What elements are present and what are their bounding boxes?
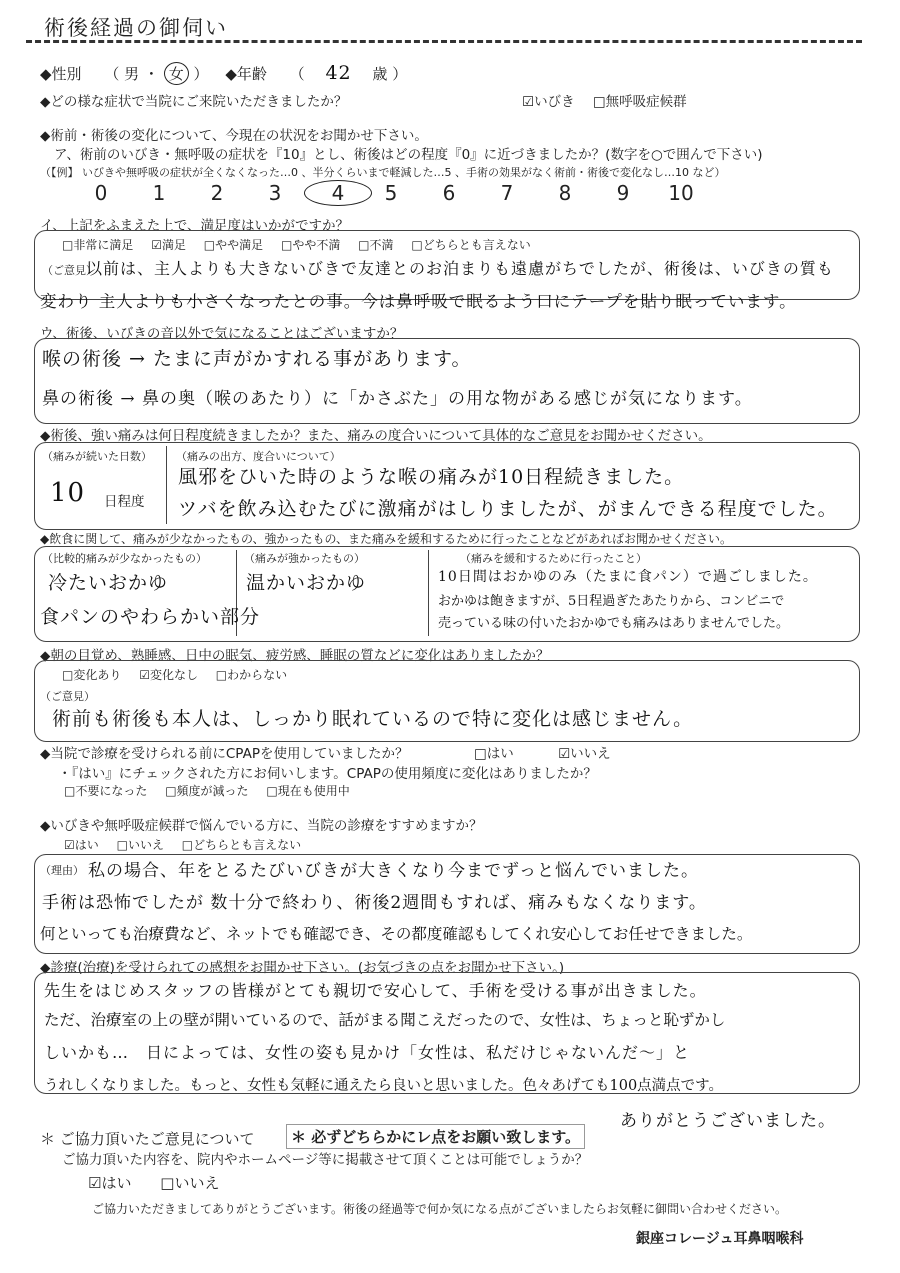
pain-detail-line-2: ツバを飲み込むたびに激痛がはしりましたが、がまんできる程度でした。 bbox=[178, 498, 838, 520]
change-scale bbox=[72, 180, 710, 206]
impression-line-4: うれしくなりました。もっと、女性も気軽に通えたら良いと思いました。色々あげても100点満点です。 bbox=[44, 1078, 724, 1094]
symptom-options bbox=[522, 90, 701, 110]
pain-detail-line-1: 風邪をひいた時のような喉の痛みが10日程続きました。 bbox=[178, 466, 685, 488]
age-label: ◆年齢 bbox=[225, 65, 267, 83]
pain-days-unit: 日程度 bbox=[104, 494, 145, 510]
food-low-line-1: 冷たいおかゆ bbox=[48, 572, 169, 594]
food-question: ◆飲食に関して、痛みが少なかったもの、強かったもの、また痛みを緩和するために行ったことなどがあればお聞かせください。 bbox=[40, 532, 733, 546]
scale-8[interactable]: 8 bbox=[558, 181, 572, 205]
satisfaction-opinion-line-2: 変わり 主人よりも小さくなったとの事。今は鼻呼吸で眠るよう口にテープを貼り眠っています。 bbox=[40, 292, 797, 311]
sat-very-satisfied[interactable]: □ 非常に満足 bbox=[62, 236, 133, 253]
scale-1[interactable]: 1 bbox=[152, 181, 166, 205]
profile-row bbox=[40, 62, 407, 85]
recommend-reason-line-1: 私の場合、年をとるたびいびきが大きくなり今までずっと悩んでいました。 bbox=[88, 861, 699, 881]
cpap-not-needed[interactable]: □ 不要になった bbox=[64, 782, 147, 799]
pain-detail-label: （痛みの出方、度合いについて） bbox=[176, 450, 341, 463]
footer-thanks: ご協力いただきましてありがとうございます。術後の経過等で何か気になる点がございましたらお気軽に御問い合わせください。 bbox=[92, 1202, 788, 1216]
sleep-unknown[interactable]: □ わからない bbox=[216, 666, 287, 683]
satisfaction-opinion-label: （ご意見） bbox=[42, 264, 97, 277]
gender-label: ◆性別 bbox=[40, 65, 82, 83]
consent-no[interactable]: □ いいえ bbox=[160, 1172, 219, 1193]
food-high-line-1: 温かいおかゆ bbox=[246, 572, 367, 594]
sat-dissatisfied[interactable]: □ 不満 bbox=[358, 236, 393, 253]
food-low-label: （比較的痛みが少なかったもの） bbox=[42, 552, 207, 565]
cpap-still-using[interactable]: □ 現在も使用中 bbox=[266, 782, 349, 799]
change-example: （【例】 いびきや無呼吸の症状が全くなくなった…0 、半分くらいまで軽減した…5 、手術の効果がなく術前・術後で変化なし…10 など） bbox=[40, 166, 726, 179]
food-divider-2 bbox=[428, 550, 429, 636]
food-low-line-2: 食パンのやわらかい部分 bbox=[40, 606, 261, 628]
recommend-no[interactable]: □ いいえ bbox=[117, 836, 164, 853]
pain-days-label: （痛みが続いた日数） bbox=[42, 450, 152, 463]
other-line-1: 喉の術後 → たまに声がかすれる事があります。 bbox=[42, 348, 472, 370]
cpap-no[interactable]: ☑ いいえ bbox=[558, 742, 611, 762]
other-line-2: 鼻の術後 → 鼻の奥（喉のあたり）に「かさぶた」の用な物がある感じが気になります。 bbox=[42, 389, 753, 409]
gender-dot: ・ bbox=[143, 65, 159, 83]
pain-question: ◆術後、強い痛みは何日程度続きましたか？また、痛みの度合いについて具体的なご意見をお聞かせください。 bbox=[40, 428, 712, 444]
consent-yes[interactable]: ☑ はい bbox=[88, 1172, 131, 1193]
change-question: ◆術前・術後の変化について、今現在の状況をお聞かせ下さい。 bbox=[40, 128, 428, 144]
impression-line-3: しいかも… 日によっては、女性の姿も見かけ「女性は、私だけじゃないんだ～」と bbox=[44, 1043, 691, 1062]
sat-satisfied[interactable]: ☑ 満足 bbox=[151, 236, 186, 253]
gender-female-selected[interactable]: 女 bbox=[164, 62, 189, 85]
food-relief-label: （痛みを緩和するために行ったこと） bbox=[460, 552, 647, 565]
cpap-reduced[interactable]: □ 頻度が減った bbox=[165, 782, 248, 799]
change-a-text: ア、術前のいびき・無呼吸の症状を『10』とし、術後はどの程度『0』に近づきましたか？(数字を○で囲んで下さい) bbox=[54, 147, 763, 163]
sleep-options bbox=[62, 666, 301, 683]
impression-line-1: 先生をはじめスタッフの皆様がとても親切で安心して、手術を受ける事が出きました。 bbox=[44, 981, 707, 1000]
age-close: ） bbox=[392, 65, 408, 83]
consent-question: ご協力頂いた内容を、院内やホームページ等に掲載させて頂くことは可能でしょうか？ bbox=[62, 1152, 589, 1168]
recommend-question: ◆いびきや無呼吸症候群で悩んでいる方に、当院の診療をすすめますか？ bbox=[40, 818, 483, 834]
consent-note-bold: ＊ 必ずどちらかにレ点をお願い致します。 bbox=[286, 1124, 585, 1149]
scale-7[interactable]: 7 bbox=[500, 181, 514, 205]
scale-10[interactable]: 10 bbox=[668, 181, 694, 205]
satisfaction-question: イ、上記をふまえた上で、満足度はいかがですか？ bbox=[40, 218, 350, 234]
impression-question: ◆診療(治療)を受けられての感想をお聞かせ下さい。(お気づきの点をお聞かせ下さい。) bbox=[40, 960, 565, 976]
food-relief-line-1: 10日間はおかゆのみ（たまに食パン）で過ごしました。 bbox=[438, 569, 818, 585]
scale-9[interactable]: 9 bbox=[616, 181, 630, 205]
cpap-yes[interactable]: □ はい bbox=[474, 742, 514, 762]
sat-somewhat-satisfied[interactable]: □ やや満足 bbox=[204, 236, 263, 253]
scale-6[interactable]: 6 bbox=[442, 181, 456, 205]
satisfaction-opinion-line-1: 以前は、主人よりも大きないびきで友達とのお泊まりも遠慮がちでしたが、術後は、いびきの質も bbox=[86, 259, 834, 278]
cpap-options bbox=[474, 742, 625, 762]
recommend-reason-line-2: 手術は恐怖でしたが 数十分で終わり、術後2週間もすれば、痛みもなくなります。 bbox=[42, 893, 707, 913]
sleep-changed[interactable]: □ 変化あり bbox=[62, 666, 121, 683]
food-high-label: （痛みが強かったもの） bbox=[244, 552, 365, 565]
food-relief-line-2: おかゆは飽きますが、5日程過ぎたあたりから、コンビニで bbox=[438, 594, 785, 609]
scale-0[interactable]: 0 bbox=[94, 181, 108, 205]
sleep-opinion-label: （ご意見） bbox=[40, 690, 95, 703]
sleep-opinion: 術前も術後も本人は、しっかり眠れているので特に変化は感じません。 bbox=[52, 708, 694, 730]
page-title: 術後経過の御伺い bbox=[44, 16, 228, 40]
food-relief-line-3: 売っている味の付いたおかゆでも痛みはありませんでした。 bbox=[438, 616, 790, 631]
age-open: （ bbox=[289, 65, 305, 83]
age-unit: 歳 bbox=[372, 65, 388, 83]
sleep-no-change[interactable]: ☑ 変化なし bbox=[139, 666, 198, 683]
footer-clinic: 銀座コレージュ耳鼻咽喉科 bbox=[636, 1231, 804, 1247]
impression-line-5: ありがとうございました。 bbox=[620, 1111, 836, 1131]
cpap-question: ◆当院で診療を受けられる前にCPAPを使用していましたか？ bbox=[40, 746, 409, 762]
recommend-yes[interactable]: ☑ はい bbox=[64, 836, 99, 853]
symptom-option-apnea[interactable]: □ 無呼吸症候群 bbox=[593, 90, 687, 110]
pain-divider bbox=[166, 446, 167, 524]
gender-open: （ bbox=[104, 65, 120, 83]
gender-close: ） bbox=[193, 65, 209, 83]
sat-neither[interactable]: □ どちらとも言えない bbox=[411, 236, 530, 253]
recommend-reason-line-3: 何といっても治療費など、ネットでも確認でき、その都度確認もしてくれ安心してお任せできました。 bbox=[40, 925, 753, 943]
cpap-sub-question: ・『はい』にチェックされた方にお伺いします。CPAPの使用頻度に変化はありましたか？ bbox=[58, 766, 597, 782]
impression-line-2: ただ、治療室の上の壁が開いているので、話がまる聞こえだったので、女性は、ちょっと恥ずかし bbox=[44, 1011, 726, 1029]
cpap-sub-options bbox=[64, 782, 364, 799]
sleep-question: ◆朝の目覚め、熟睡感、日中の眠気、疲労感、睡眠の質などに変化はありましたか？ bbox=[40, 648, 550, 664]
scale-3[interactable]: 3 bbox=[268, 181, 282, 205]
age-value[interactable]: 42 bbox=[325, 62, 352, 84]
consent-options bbox=[88, 1172, 233, 1193]
scale-2[interactable]: 2 bbox=[210, 181, 224, 205]
satisfaction-options bbox=[62, 236, 545, 253]
scale-4-selected[interactable]: 4 bbox=[304, 180, 362, 206]
symptom-option-snoring[interactable]: ☑ いびき bbox=[522, 90, 575, 110]
symptom-question: ◆どの様な症状で当院にご来院いただきましたか？ bbox=[40, 94, 348, 110]
recommend-options bbox=[64, 836, 315, 853]
scale-5[interactable]: 5 bbox=[384, 181, 398, 205]
recommend-reason-label: （理由） bbox=[40, 864, 84, 877]
title-rule bbox=[26, 40, 862, 43]
consent-note: ＊ ご協力頂いたご意見について bbox=[40, 1130, 255, 1148]
pain-days-value: 10 bbox=[50, 478, 86, 508]
gender-male[interactable]: 男 bbox=[124, 65, 140, 83]
other-question: ウ、術後、いびきの音以外で気になることはございますか？ bbox=[40, 326, 404, 342]
sat-somewhat-dissatisfied[interactable]: □ やや不満 bbox=[281, 236, 340, 253]
recommend-neither[interactable]: □ どちらとも言えない bbox=[182, 836, 301, 853]
